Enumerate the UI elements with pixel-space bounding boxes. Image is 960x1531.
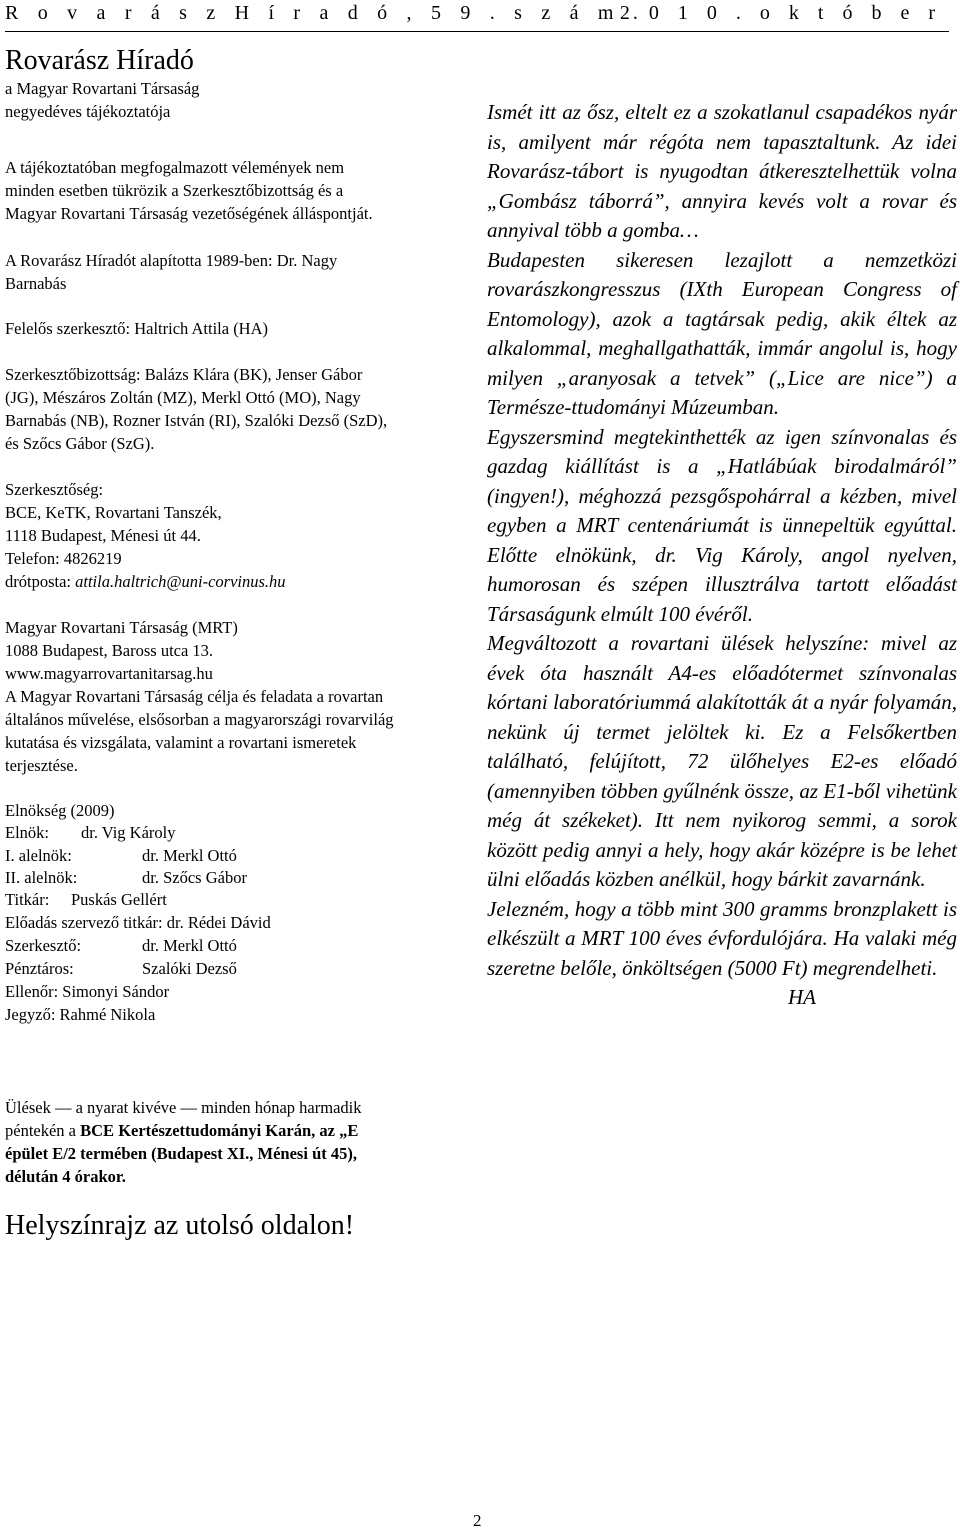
officer-name: dr. Rédei Dávid xyxy=(166,913,271,932)
society-website[interactable]: www.magyarrovartanitarsag.hu xyxy=(5,664,213,683)
board-line: Szerkesztőbizottság: Balázs Klára (BK), Jenser Gábor xyxy=(5,365,363,384)
officer-name: dr. Merkl Ottó xyxy=(142,936,237,955)
officer-role: Szerkesztő: xyxy=(5,936,82,955)
office-line: BCE, KeTK, Rovartani Tanszék, xyxy=(5,503,222,522)
editorial-paragraph: Egyszersmind megtekinthették az igen színvonalas és gazdag kiállítást is a „Hatlábúak birodalmáról” (ingyen!), méghozzá pezsgőspohárral a kézben, mivel egyben a MRT centenáriumát is ünnepeltük egyúttal. Előtte elnökünk, dr. Vig Károly, angol nyelven, humorosan és szépen illusztrálva tartott előadást Társaságunk elmúlt 100 évéről. xyxy=(487,424,957,626)
meetings-venue: BCE Kertészettudományi Karán, az „E xyxy=(80,1121,359,1140)
society-line: Magyar Rovartani Társaság (MRT) xyxy=(5,618,238,637)
founded-line: A Rovarász Híradót alapította 1989-ben: Dr. Nagy xyxy=(5,251,338,270)
editorial-paragraph: Budapesten sikeresen lezajlott a nemzetközi rovarászkongresszus (IXth European Congress of Entomology), azok a tagtársak pedig, akik éltek az alkalommal, meghallgathatták, immár angolul is, hogy milyen „aranyosak a tetvek” („Lice are nice”) a Természe-ttudományi Múzeumban. xyxy=(487,247,957,419)
editorial-paragraph: Jelezném, hogy a több mint 300 gramms bronzplakett is elkészült a MRT 100 éves évfordulójára. Ha valaki még szeretne belőle, önköltségen (5000 Ft) megrendelheti. xyxy=(487,896,957,980)
officer-row xyxy=(5,981,169,1003)
board-title: Elnökség (2009) xyxy=(5,801,115,820)
email-label: drótposta: xyxy=(5,572,76,591)
editorial-paragraph: Megváltozott a rovartani ülések helyszíne: mivel az évek óta használt A4-es előadótermet színvonalas kórtani laboratóriummá alakították át a nyár folyamán, nekünk új termet jelöltek ki. Ez a Felsőkertben található, felújított, 72 ülőhelyes E2-es előadó (amennyiben többen gyűlnénk össze, az E1-ből vihetünk még át székeket). Itt nem nyikorog semmi, a sorok között pedig annyi a hely, hogy akár középre is be lehet ülni előadás közben anélkül, hogy bárkit zavarnánk. xyxy=(487,631,957,891)
editorial-signature: HA xyxy=(788,985,816,1009)
society-line: 1088 Budapest, Baross utca 13. xyxy=(5,641,214,660)
editor-line: Felelős szerkesztő: Haltrich Attila (HA) xyxy=(5,319,269,338)
officer-row xyxy=(5,867,247,889)
running-header-left: R o v a r á s z H í r a d ó , 5 9 . s z á m . xyxy=(5,2,646,24)
officer-row xyxy=(5,935,237,957)
officer-name: Simonyi Sándor xyxy=(62,982,170,1001)
society-line: általános művelése, elsősorban a magyarországi rovarvilág xyxy=(5,710,394,729)
officer-name: dr. Vig Károly xyxy=(81,823,176,842)
office-label: Szerkesztőség: xyxy=(5,480,104,499)
officer-row xyxy=(5,845,237,867)
newsletter-title: Rovarász Híradó xyxy=(5,45,194,76)
society-line: terjesztése. xyxy=(5,756,78,775)
meetings-time: délután 4 órakor. xyxy=(5,1167,126,1186)
disclaimer-line: Magyar Rovartani Társaság vezetőségének álláspontját. xyxy=(5,204,373,223)
office-line: 1118 Budapest, Ménesi út 44. xyxy=(5,526,201,545)
running-header-right: 2 0 1 0 . o k t ó b e r xyxy=(619,2,942,24)
officer-row xyxy=(5,1004,155,1026)
email-address[interactable]: attila.haltrich@uni-corvinus.hu xyxy=(75,572,286,591)
officer-name: Szalóki Dezső xyxy=(142,959,237,978)
disclaimer-line: A tájékoztatóban megfogalmazott vélemények nem xyxy=(5,158,345,177)
society-line: A Magyar Rovartani Társaság célja és feladata a rovartan xyxy=(5,687,384,706)
officer-role: Pénztáros: xyxy=(5,959,74,978)
officer-role: II. alelnök: xyxy=(5,868,78,887)
officer-role: Elnök: xyxy=(5,823,49,842)
map-note: Helyszínrajz az utolsó oldalon! xyxy=(5,1210,355,1241)
officer-role: I. alelnök: xyxy=(5,846,72,865)
officer-role: Ellenőr: xyxy=(5,982,59,1001)
editorial-paragraph: Ismét itt az ősz, eltelt ez a szokatlanul csapadékos nyár is, amilyent már régóta nem tapasztaltunk. Az idei Rovarász-tábort is nyugodtan átkeresztelhettük volna „Gombász táborrá”, annyira kevés volt a rovar és annyival több a gomba… xyxy=(487,100,957,242)
board-line: (JG), Mészáros Zoltán (MZ), Merkl Ottó (MO), Nagy xyxy=(5,388,361,407)
officer-name: dr. Merkl Ottó xyxy=(142,846,237,865)
meetings-text: péntekén a xyxy=(5,1121,81,1140)
header-rule xyxy=(5,31,949,32)
meetings-line xyxy=(5,1143,357,1165)
subtitle-description: negyedéves tájékoztatója xyxy=(5,102,171,121)
officer-name: dr. Szőcs Gábor xyxy=(142,868,247,887)
founded-line: Barnabás xyxy=(5,274,67,293)
officer-row xyxy=(5,912,271,934)
editorial-column xyxy=(487,98,957,1013)
officer-name: Puskás Gellért xyxy=(71,890,167,909)
meetings-line xyxy=(5,1166,126,1188)
society-line: kutatása és vizsgálata, valamint a rovartani ismeretek xyxy=(5,733,357,752)
officer-role: Titkár: xyxy=(5,890,50,909)
officer-row xyxy=(5,889,167,911)
meetings-line: Ülések — a nyarat kivéve — minden hónap harmadik xyxy=(5,1098,362,1117)
meetings-line xyxy=(5,1120,358,1142)
officer-name: Rahmé Nikola xyxy=(59,1005,156,1024)
officer-role: Előadás szervező titkár: xyxy=(5,913,163,932)
subtitle-society: a Magyar Rovartani Társaság xyxy=(5,79,200,98)
officer-row xyxy=(5,822,176,844)
board-line: és Szőcs Gábor (SzG). xyxy=(5,434,155,453)
page-number: 2 xyxy=(473,1511,482,1530)
meetings-venue: épület E/2 termében (Budapest XI., Ménesi út 45), xyxy=(5,1144,357,1163)
officer-role: Jegyző: xyxy=(5,1005,56,1024)
officer-row xyxy=(5,958,237,980)
phone-line: Telefon: 4826219 xyxy=(5,549,122,568)
board-line: Barnabás (NB), Rozner István (RI), Szalóki Dezső (SzD), xyxy=(5,411,388,430)
disclaimer-line: minden esetben tükrözik a Szerkesztőbizottság és a xyxy=(5,181,344,200)
email-line xyxy=(5,571,286,593)
